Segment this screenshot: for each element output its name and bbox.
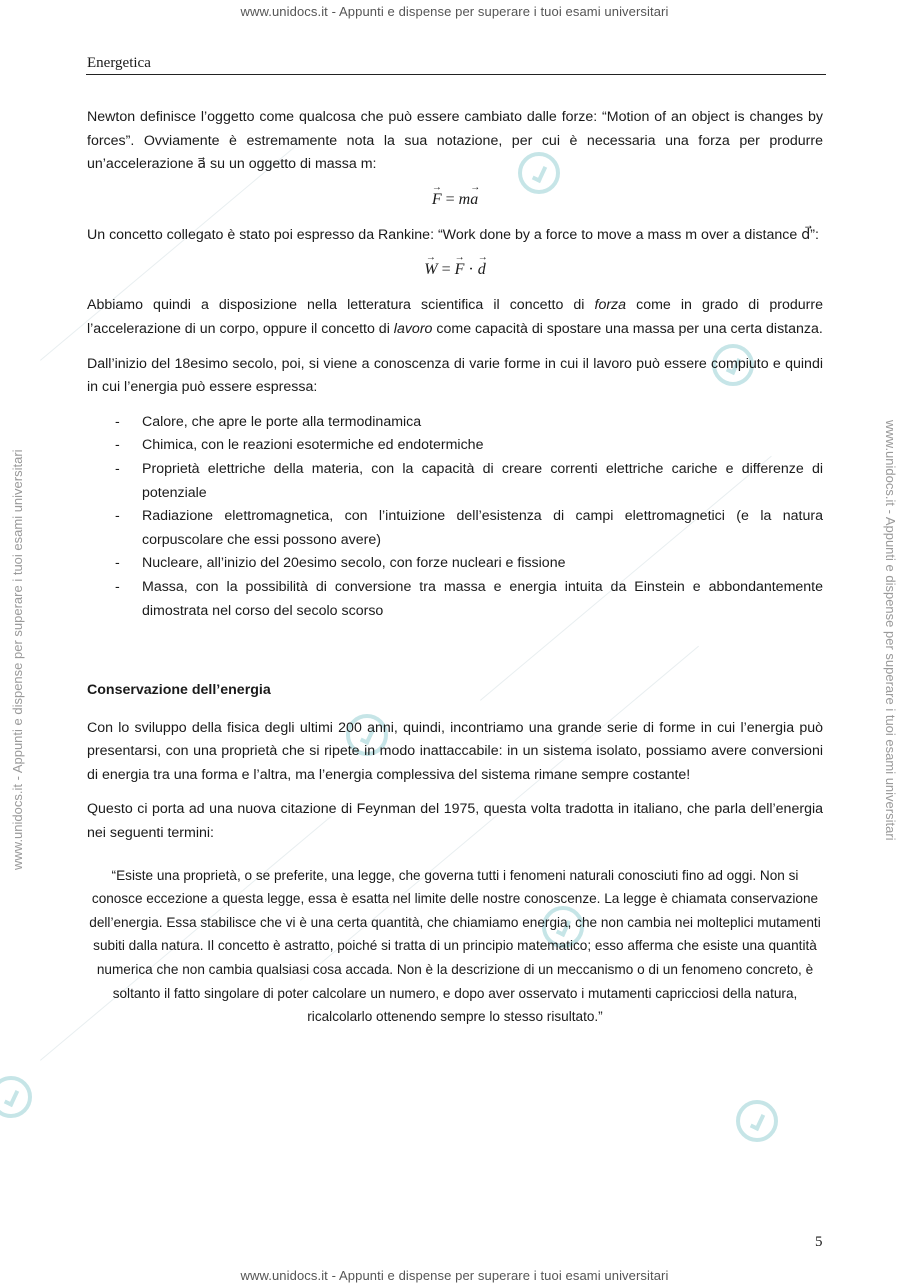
watermark-banner-top: www.unidocs.it - Appunti e dispense per superare i tuoi esami universitari	[240, 4, 669, 19]
text-run: come capacità di spostare una massa per una certa distanza.	[432, 320, 823, 337]
list-bullet: -	[115, 437, 120, 454]
paragraph-forms-intro: Dall’inizio del 18esimo secolo, poi, si viene a conoscenza di varie forme in cui il lavoro può essere compiuto e quindi in cui l’energia può essere espressa:	[87, 355, 823, 396]
list-item	[87, 434, 823, 458]
text-run: Abbiamo quindi a disposizione nella letteratura scientifica il concetto di	[87, 297, 595, 314]
unidocs-logo-icon	[736, 1100, 778, 1142]
list-bullet: -	[115, 413, 120, 430]
formula-work	[87, 258, 823, 282]
header-divider	[86, 74, 826, 75]
list-item-text: Massa, con la possibilità di conversione tra massa e energia intuita da Einstein e abbondantemente dimostrata nel corso del secolo scorso	[142, 578, 823, 619]
watermark-banner-bottom: www.unidocs.it - Appunti e dispense per superare i tuoi esami universitari	[240, 1268, 669, 1283]
running-header-title: Energetica	[87, 55, 151, 71]
formula-force-symbol: → F	[432, 188, 442, 212]
formula-force-symbol: → F	[455, 258, 465, 282]
list-item	[87, 458, 823, 505]
list-bullet: -	[115, 578, 120, 595]
list-item	[87, 576, 823, 623]
watermark-side-left: www.unidocs.it - Appunti e dispense per superare i tuoi esami universitari	[10, 449, 25, 870]
list-item	[87, 552, 823, 576]
list-item	[87, 411, 823, 435]
formula-equals: =	[437, 261, 455, 279]
paragraph-newton: Newton definisce l’oggetto come qualcosa che può essere cambiato dalle forze: “Motion of an object is changes by forces”. Ovviamente è estremamente nota la sua notazione, per cui è necessaria una forza per produrre un’accelerazione a⃗ su un oggetto di massa m:	[87, 109, 823, 173]
paragraph-conservation: Con lo sviluppo della fisica degli ultimi 200 anni, quindi, incontriamo una grande serie di forme in cui l’energia può presentarsi, con una proprietà che si ripete in modo inattaccabile: in un sistema isolato, possiamo avere conversioni di energia tra una forma e l’altra, ma l’energia complessiva del sistema rimane sempre costante!	[87, 719, 823, 783]
formula-mass-symbol: m	[458, 190, 471, 208]
paragraph-rankine: Un concetto collegato è stato poi espresso da Rankine: “Work done by a force to move a mass m over a distance d⃗”:	[87, 226, 819, 243]
paragraph-feynman-intro: Questo ci porta ad una nuova citazione di Feynman del 1975, questa volta tradotta in italiano, che parla dell’energia nei seguenti termini:	[87, 801, 823, 842]
unidocs-logo-icon	[0, 1076, 32, 1118]
formula-distance-symbol: → d	[478, 258, 486, 282]
section-heading: Conservazione dell’energia	[87, 682, 271, 699]
page-content	[87, 106, 823, 1029]
formula-acceleration-symbol: → a	[470, 188, 478, 212]
formula-dot-operator: ·	[464, 261, 478, 279]
list-bullet: -	[115, 460, 120, 477]
page-number: 5	[815, 1234, 823, 1250]
term-forza: forza	[594, 297, 627, 314]
list-item-text: Radiazione elettromagnetica, con l’intuizione dell’esistenza di campi elettromagnetici (e la natura corpuscolare che essi possono avere)	[142, 508, 823, 548]
term-lavoro: lavoro	[393, 320, 433, 337]
list-bullet: -	[115, 555, 120, 572]
list-item	[87, 505, 823, 552]
feynman-quote: “Esiste una proprietà, o se preferite, una legge, che governa tutti i fenomeni naturali conosciuti fino ad oggi. Non si conosce eccezione a questa legge, essa è esatta nel limite delle nostre conoscenze. La legge è chiamata conservazione dell’energia. Essa stabilisce che vi è una certa quantità, che chiamiamo energia, che non cambia nei molteplici mutamenti subiti dalla natura. Il concetto è astratto, poiché si tratta di un principio matematico; esso afferma che esiste una quantità numerica che non cambia qualsiasi cosa accada. Non è la descrizione di un meccanismo o di un fenomeno concreto, è soltanto il fatto singolare di poter calcolare un numero, e dopo aver osservato i mutamenti capricciosi della natura, ricalcolarlo ottenendo sempre lo stesso risultato.”	[89, 867, 821, 1025]
watermark-side-right: www.unidocs.it - Appunti e dispense per superare i tuoi esami universitari	[883, 420, 898, 841]
paragraph-forza-lavoro	[87, 294, 823, 341]
formula-newton	[87, 188, 823, 212]
text-run: come in grado di produrre l’accelerazione di un corpo, oppure il concetto di	[87, 297, 824, 337]
formula-equals: =	[441, 190, 459, 208]
list-bullet: -	[115, 508, 120, 525]
list-item-text: Nucleare, all’inizio del 20esimo secolo, con forze nucleari e fissione	[142, 555, 566, 572]
formula-work-symbol: → W	[424, 258, 437, 282]
energy-forms-list	[87, 411, 823, 623]
list-item-text: Calore, che apre le porte alla termodinamica	[142, 413, 422, 430]
list-item-text: Chimica, con le reazioni esotermiche ed endotermiche	[142, 437, 484, 454]
list-item-text: Proprietà elettriche della materia, con la capacità di creare correnti elettriche cariche e differenze di potenziale	[142, 460, 823, 501]
